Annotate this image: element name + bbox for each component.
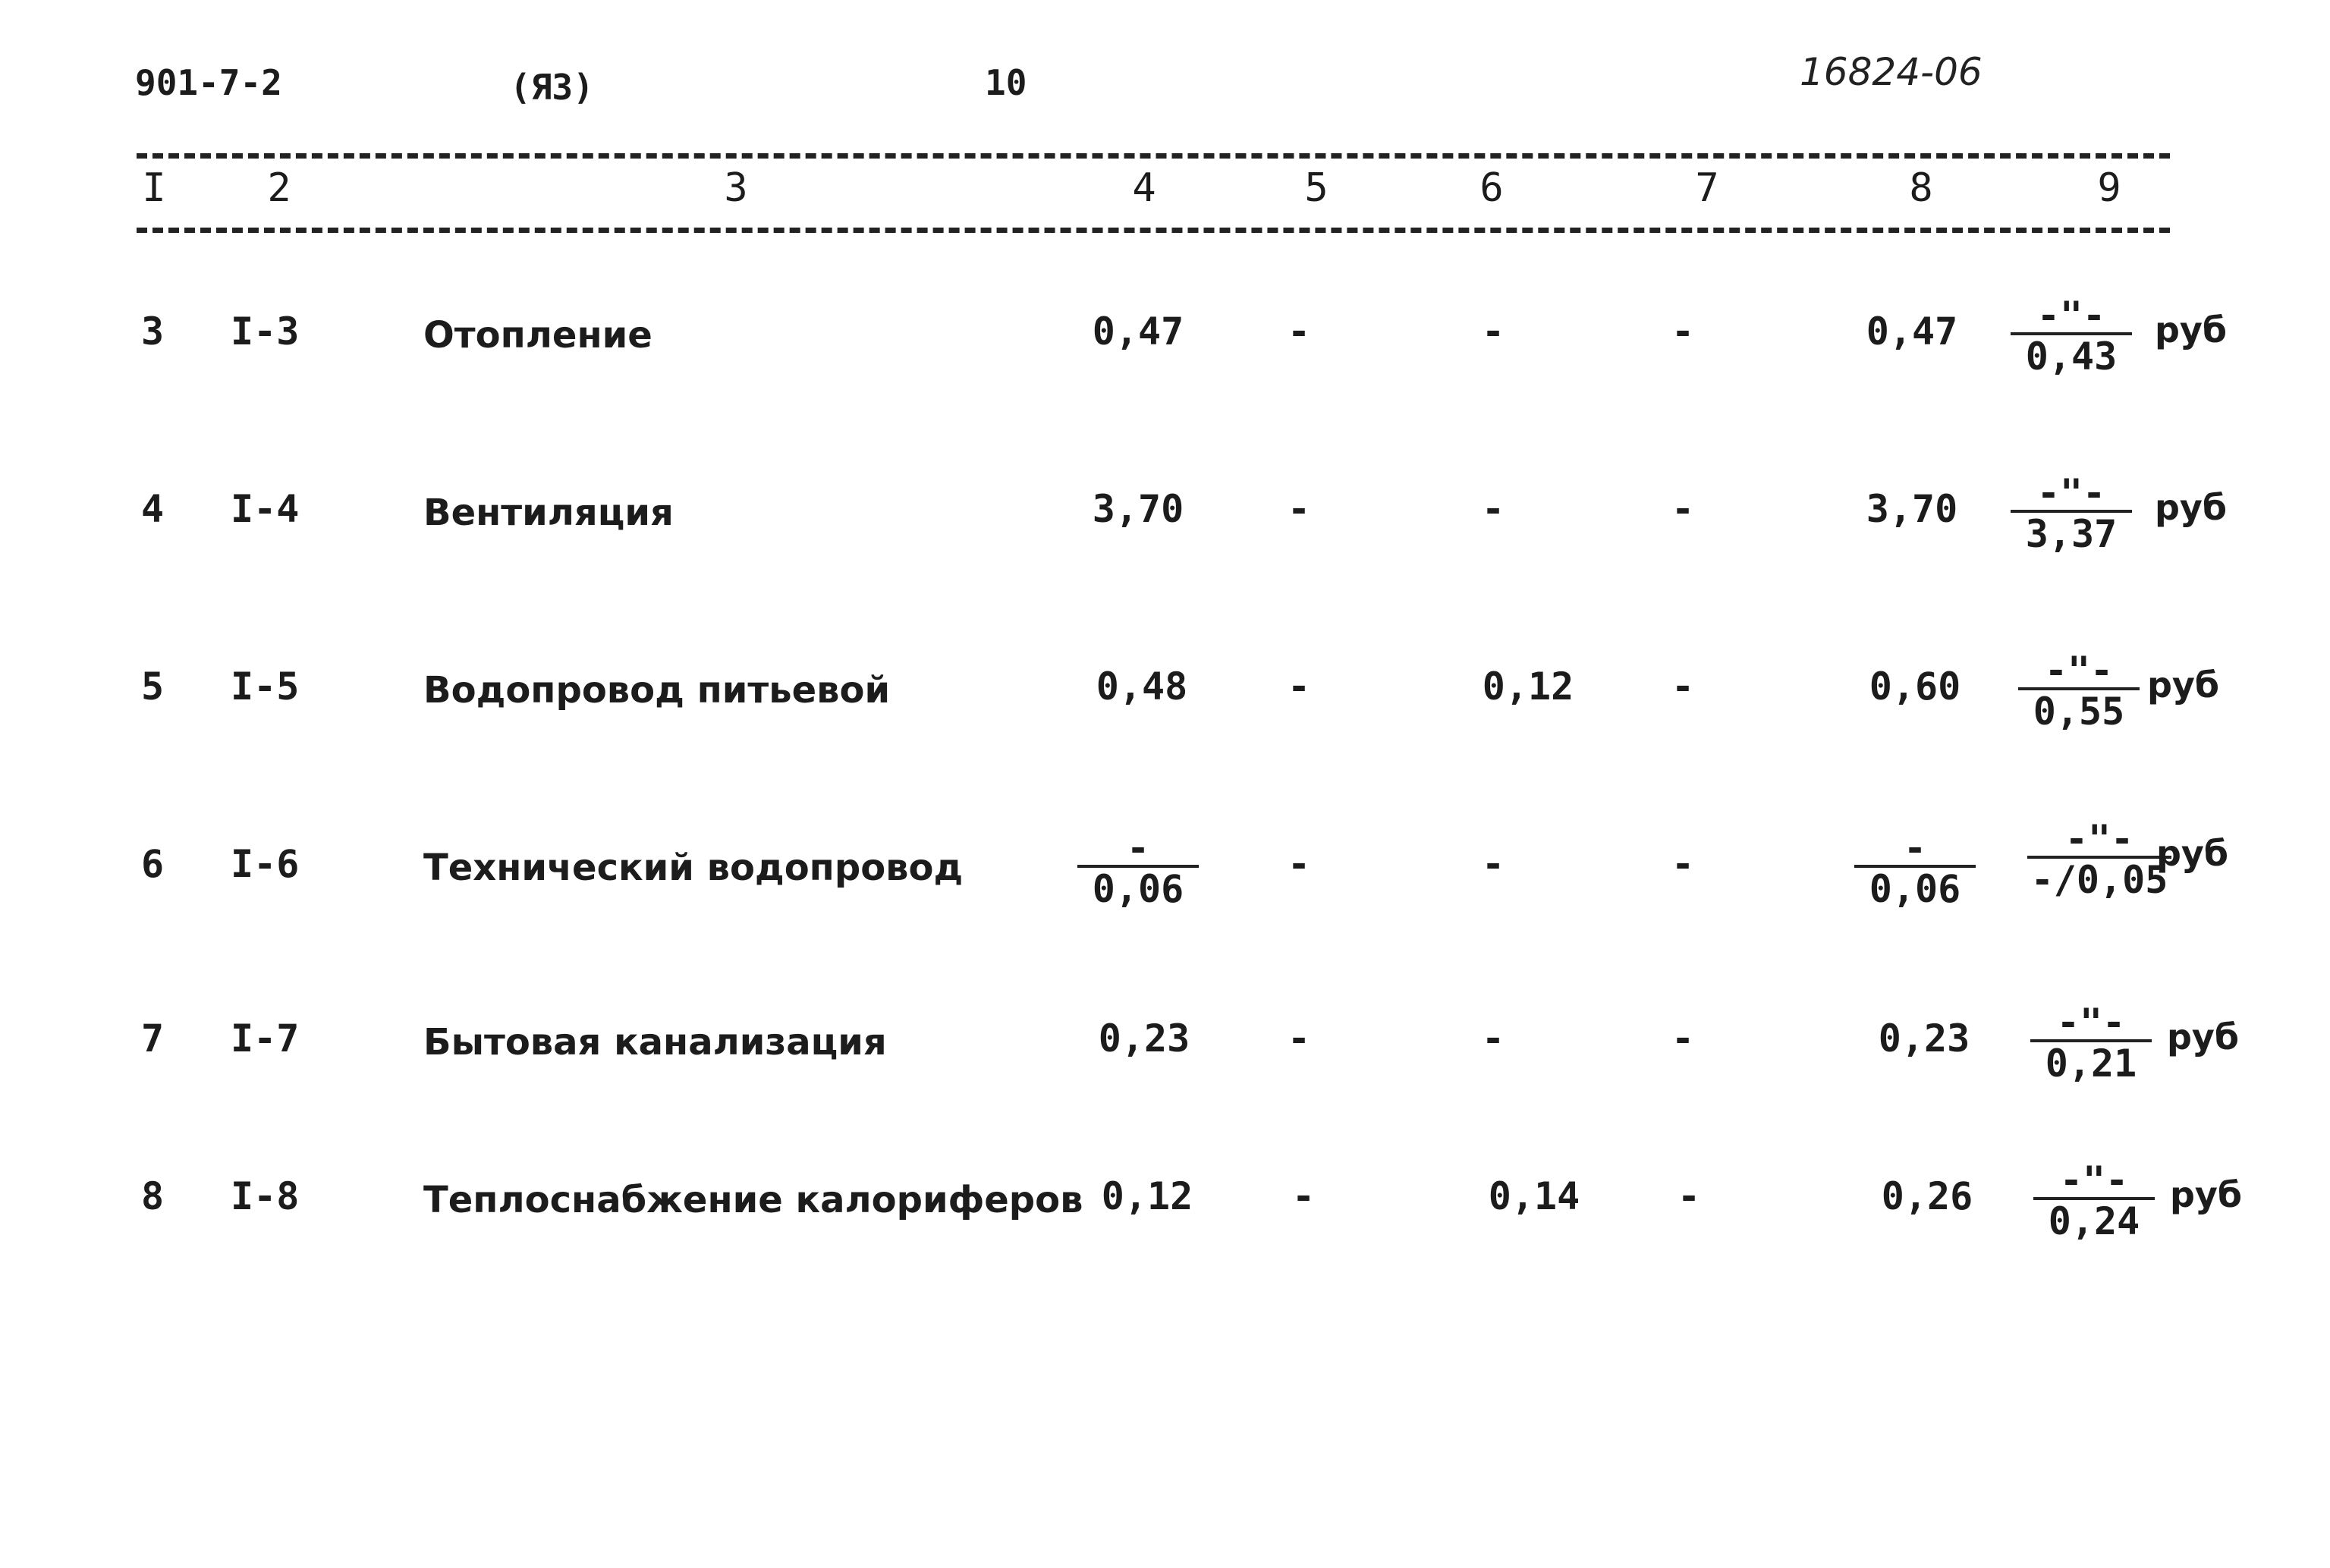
table-row <box>0 649 2330 763</box>
col5-value: - <box>1287 487 1311 531</box>
col8-fraction <box>1839 826 1991 911</box>
item-code: I-7 <box>231 1017 300 1061</box>
item-code: I-6 <box>231 842 300 886</box>
col9-cost <box>2012 817 2270 902</box>
col4-value: 0,48 <box>1096 665 1188 709</box>
item-name: Теплоснабжение калориферов <box>423 1179 1083 1221</box>
col5-value: - <box>1291 1174 1316 1218</box>
row-number: 6 <box>141 842 165 886</box>
column-number: 8 <box>1909 165 1933 211</box>
col4-fraction <box>1062 826 1214 911</box>
fraction-denominator: 0,21 <box>2045 1042 2137 1086</box>
document-code: 901-7-2 <box>135 62 282 103</box>
col9-cost <box>1995 471 2253 556</box>
item-name: Технический водопровод <box>423 847 964 889</box>
table-row <box>0 471 2330 586</box>
item-code: I-5 <box>231 665 300 709</box>
col7-value: - <box>1671 1017 1695 1061</box>
fraction-numerator: - <box>1903 826 1927 870</box>
currency-unit: руб <box>2167 1017 2240 1057</box>
col5-value: - <box>1287 1017 1311 1061</box>
item-name: Вентиляция <box>423 492 674 534</box>
fraction-denominator: 0,06 <box>1092 867 1184 911</box>
item-code: I-4 <box>231 487 300 531</box>
col6-value: 0,12 <box>1482 665 1574 709</box>
col4-value: 0,47 <box>1092 310 1184 354</box>
item-name: Бытовая канализация <box>423 1021 887 1064</box>
cost-fraction <box>1995 294 2147 379</box>
fraction-numerator: -"- <box>2044 649 2114 693</box>
row-number: 8 <box>141 1174 165 1218</box>
fraction-denominator: 3,37 <box>2025 512 2118 556</box>
table-row <box>0 817 2330 941</box>
currency-unit: руб <box>2156 833 2229 874</box>
col8-value: 0,47 <box>1866 310 1958 354</box>
col4-value: 0,23 <box>1098 1017 1190 1061</box>
header-rule-top <box>137 153 2170 159</box>
item-code: I-3 <box>231 310 300 354</box>
row-number: 3 <box>141 310 165 354</box>
col6-value: - <box>1481 842 1505 886</box>
col8-value: 0,26 <box>1881 1174 1973 1218</box>
col8-value: 3,70 <box>1866 487 1958 531</box>
column-number: 9 <box>2097 165 2121 211</box>
col4-value: 3,70 <box>1092 487 1184 531</box>
col9-cost <box>2003 649 2261 734</box>
col7-value: - <box>1671 487 1695 531</box>
column-number: 7 <box>1695 165 1719 211</box>
col4-value: 0,12 <box>1101 1174 1193 1218</box>
col8-value: 0,60 <box>1869 665 1961 709</box>
col7-value: - <box>1677 1174 1701 1218</box>
column-number: 6 <box>1479 165 1504 211</box>
fraction-denominator: 0,55 <box>2033 690 2125 734</box>
table-row <box>0 294 2330 408</box>
row-number: 4 <box>141 487 165 531</box>
col8-value: 0,23 <box>1878 1017 1970 1061</box>
col9-cost <box>2018 1158 2276 1243</box>
fraction-numerator: -"- <box>2036 471 2106 515</box>
table-row <box>0 1158 2330 1273</box>
cost-fraction <box>2015 1001 2167 1086</box>
col5-value: - <box>1287 842 1311 886</box>
col6-value: 0,14 <box>1488 1174 1580 1218</box>
column-number: I <box>142 165 166 211</box>
inventory-number: 16824-06 <box>1800 50 1983 94</box>
row-number: 7 <box>141 1017 165 1061</box>
column-number: 3 <box>724 165 748 211</box>
currency-unit: руб <box>2155 487 2228 528</box>
column-number: 5 <box>1304 165 1329 211</box>
col6-value: - <box>1481 310 1505 354</box>
currency-unit: руб <box>2147 665 2220 705</box>
col7-value: - <box>1671 665 1695 709</box>
table-row <box>0 1001 2330 1115</box>
header-rule-bottom <box>137 228 2170 233</box>
currency-unit: руб <box>2155 310 2228 350</box>
col7-value: - <box>1671 310 1695 354</box>
cost-fraction <box>2018 1158 2170 1243</box>
column-number: 4 <box>1132 165 1156 211</box>
cost-fraction <box>1995 471 2147 556</box>
row-number: 5 <box>141 665 165 709</box>
item-name: Отопление <box>423 314 652 357</box>
item-name: Водопровод питьевой <box>423 669 891 712</box>
column-number: 2 <box>267 165 291 211</box>
cost-fraction <box>2003 649 2155 734</box>
fraction-denominator: -/0,05 <box>2030 858 2168 902</box>
fraction-denominator: 0,06 <box>1869 867 1961 911</box>
col9-cost <box>1995 294 2253 379</box>
section-mark: (ЯЗ) <box>510 67 594 108</box>
col9-cost <box>2015 1001 2273 1086</box>
fraction-numerator: -"- <box>2064 817 2134 861</box>
col5-value: - <box>1287 310 1311 354</box>
fraction-denominator: 0,43 <box>2025 335 2118 379</box>
fraction-numerator: -"- <box>2056 1001 2126 1045</box>
currency-unit: руб <box>2170 1174 2243 1215</box>
fraction-numerator: -"- <box>2036 294 2106 338</box>
page-number: 10 <box>985 62 1027 103</box>
col6-value: - <box>1481 487 1505 531</box>
col5-value: - <box>1287 665 1311 709</box>
col6-value: - <box>1481 1017 1505 1061</box>
item-code: I-8 <box>231 1174 300 1218</box>
fraction-numerator: -"- <box>2059 1158 2129 1202</box>
fraction-numerator: - <box>1126 826 1150 870</box>
col7-value: - <box>1671 842 1695 886</box>
fraction-denominator: 0,24 <box>2048 1199 2140 1243</box>
